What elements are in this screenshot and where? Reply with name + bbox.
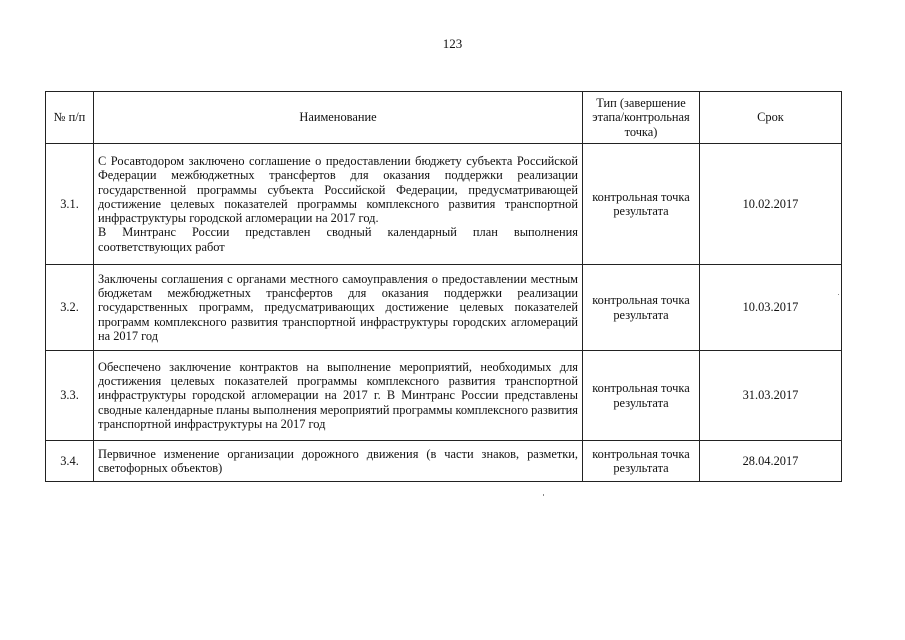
row-date: 31.03.2017 — [700, 351, 842, 441]
header-date: Срок — [700, 92, 842, 144]
page-number: 123 — [442, 36, 463, 51]
row-type: контрольная точка результата — [583, 144, 700, 265]
scan-speck — [543, 494, 544, 496]
table-row — [46, 351, 842, 441]
row-name-paragraph: В Минтранс России представлен сводный календарный план выполнения соответствующих работ — [98, 225, 578, 254]
row-name — [94, 441, 583, 482]
row-number: 3.3. — [46, 351, 94, 441]
table-row — [46, 144, 842, 265]
row-name — [94, 265, 583, 351]
table-header-row — [46, 92, 842, 144]
row-name — [94, 351, 583, 441]
scan-speck — [838, 294, 839, 295]
row-name — [94, 144, 583, 265]
row-date: 10.03.2017 — [700, 265, 842, 351]
table-row — [46, 265, 842, 351]
row-number: 3.2. — [46, 265, 94, 351]
row-type: контрольная точка результата — [583, 265, 700, 351]
row-type: контрольная точка результата — [583, 441, 700, 482]
row-name-paragraph: Обеспечено заключение контрактов на выполнение мероприятий, необходимых для достижения целевых показателей программы комплексного развития транспортной инфраструктуры городской агломерации на 2017 г. В Минтранс России представлены сводные календарные планы выполнения мероприятий программы комплексного развития транспортной инфраструктуры на 2017 год — [98, 359, 578, 431]
row-type: контрольная точка результата — [583, 351, 700, 441]
row-name-paragraph: Первичное изменение организации дорожного движения (в части знаков, разметки, светофорных объектов) — [98, 446, 578, 475]
row-name-paragraph: С Росавтодором заключено соглашение о предоставлении бюджету субъекта Российской Федерации межбюджетных трансфертов для оказания поддержки реализации государственной программы субъекта Российской Федерации, предусматривающей достижение целевых показателей программы комплексного развития транспортной инфраструктуры городской агломерации на 2017 год. — [98, 154, 578, 226]
table-row — [46, 441, 842, 482]
row-number: 3.4. — [46, 441, 94, 482]
row-date: 28.04.2017 — [700, 441, 842, 482]
plan-table — [45, 91, 842, 482]
row-date: 10.02.2017 — [700, 144, 842, 265]
header-name: Наименование — [94, 92, 583, 144]
row-number: 3.1. — [46, 144, 94, 265]
row-name-paragraph: Заключены соглашения с органами местного самоуправления о предоставлении местным бюджетам межбюджетных трансфертов для оказания поддержки реализации государственных программ, предусматривающих достижение целевых показателей программ комплексного развития транспортной инфраструктуры городских агломераций на 2017 год — [98, 271, 578, 343]
header-type: Тип (завершение этапа/контрольная точка) — [583, 92, 700, 144]
header-num: № п/п — [46, 92, 94, 144]
